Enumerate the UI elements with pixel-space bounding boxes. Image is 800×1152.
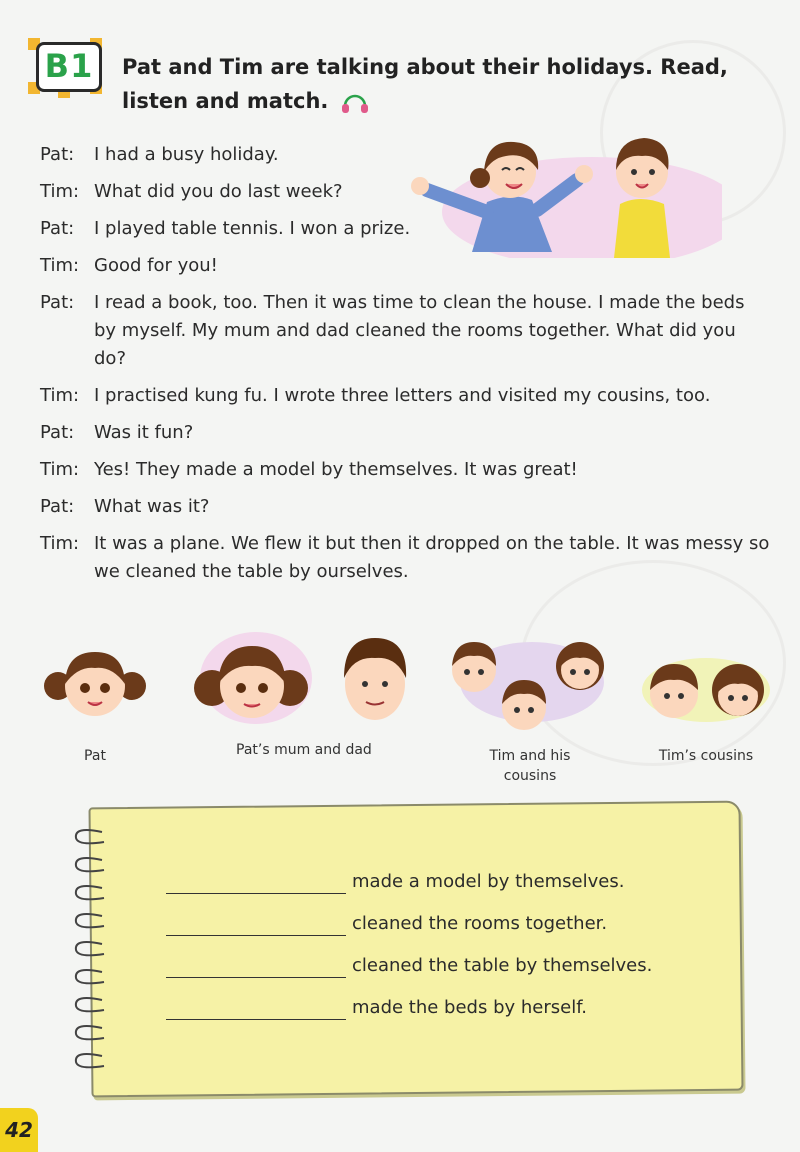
dialogue xyxy=(40,141,770,595)
cousins-faces-icon xyxy=(638,654,774,730)
utterance: I played table tennis. I won a prize. xyxy=(94,218,411,239)
speaker: Tim: xyxy=(40,385,80,406)
instruction-text: Pat and Tim are talking about their holidays. Read, listen and match. xyxy=(122,55,728,113)
character-label: Pat’s mum and dad xyxy=(236,742,372,758)
utterance: What did you do last week? xyxy=(94,181,343,202)
pat-face-icon xyxy=(40,640,150,724)
dialogue-line xyxy=(40,178,770,206)
dialogue-line xyxy=(40,419,770,447)
answer-blank[interactable] xyxy=(166,875,346,894)
speaker: Pat: xyxy=(40,422,75,443)
utterance: I read a book, too. Then it was time to clean the house. I made the beds by myself. My mum and dad cleaned the rooms together. What did you do? xyxy=(94,292,745,369)
tim-and-cousins-faces-icon xyxy=(440,632,620,740)
dialogue-line xyxy=(40,493,770,521)
speaker: Pat: xyxy=(40,496,75,517)
sentence-text: cleaned the table by themselves. xyxy=(352,955,653,976)
sentence-text: made the beds by herself. xyxy=(352,997,587,1018)
speaker: Tim: xyxy=(40,181,80,202)
answer-blank[interactable] xyxy=(166,917,346,936)
mum-face-icon xyxy=(190,628,312,732)
fill-in-sentence xyxy=(166,954,652,978)
character-pats-parents xyxy=(190,628,420,760)
answer-blank[interactable] xyxy=(166,1001,346,1020)
character-tims-cousins xyxy=(636,654,776,766)
notebook-spiral-icon xyxy=(66,820,114,1080)
dialogue-line xyxy=(40,141,770,169)
utterance: Yes! They made a model by themselves. It was great! xyxy=(94,459,578,480)
activity-code: B1 xyxy=(36,42,102,92)
sentence-text: made a model by themselves. xyxy=(352,871,625,892)
utterance: It was a plane. We flew it but then it dropped on the table. It was messy so we cleaned the table by ourselves. xyxy=(94,533,770,582)
speaker: Pat: xyxy=(40,144,75,165)
utterance: Good for you! xyxy=(94,255,218,276)
fill-in-sentence xyxy=(166,912,607,936)
character-tim-and-cousins xyxy=(440,632,620,786)
dialogue-line xyxy=(40,530,770,586)
speaker: Pat: xyxy=(40,218,75,239)
dad-face-icon xyxy=(338,630,412,728)
answer-blank[interactable] xyxy=(166,959,346,978)
dialogue-line xyxy=(40,456,770,484)
character-label: Pat xyxy=(84,748,106,764)
fill-in-sentence xyxy=(166,870,624,894)
dialogue-line xyxy=(40,382,770,410)
dialogue-line xyxy=(40,252,770,280)
page-number: 42 xyxy=(0,1108,38,1152)
character-label: Tim and his cousins xyxy=(489,748,571,784)
activity-badge xyxy=(28,38,102,94)
speaker: Tim: xyxy=(40,533,80,554)
sentence-text: cleaned the rooms together. xyxy=(352,913,608,934)
utterance: Was it fun? xyxy=(94,422,194,443)
activity-instruction xyxy=(122,50,742,118)
dialogue-line xyxy=(40,215,770,243)
dialogue-line xyxy=(40,289,770,373)
speaker: Tim: xyxy=(40,459,80,480)
utterance: I practised kung fu. I wrote three letters and visited my cousins, too. xyxy=(94,385,711,406)
fill-in-sentence xyxy=(166,996,587,1020)
speaker: Tim: xyxy=(40,255,80,276)
character-label: Tim’s cousins xyxy=(658,748,754,764)
speaker: Pat: xyxy=(40,292,75,313)
headphones-icon xyxy=(340,90,370,114)
notebook-exercise-panel xyxy=(88,801,743,1098)
utterance: What was it? xyxy=(94,496,210,517)
character-pat xyxy=(30,640,160,766)
parents-faces xyxy=(190,628,420,732)
utterance: I had a busy holiday. xyxy=(94,144,279,165)
